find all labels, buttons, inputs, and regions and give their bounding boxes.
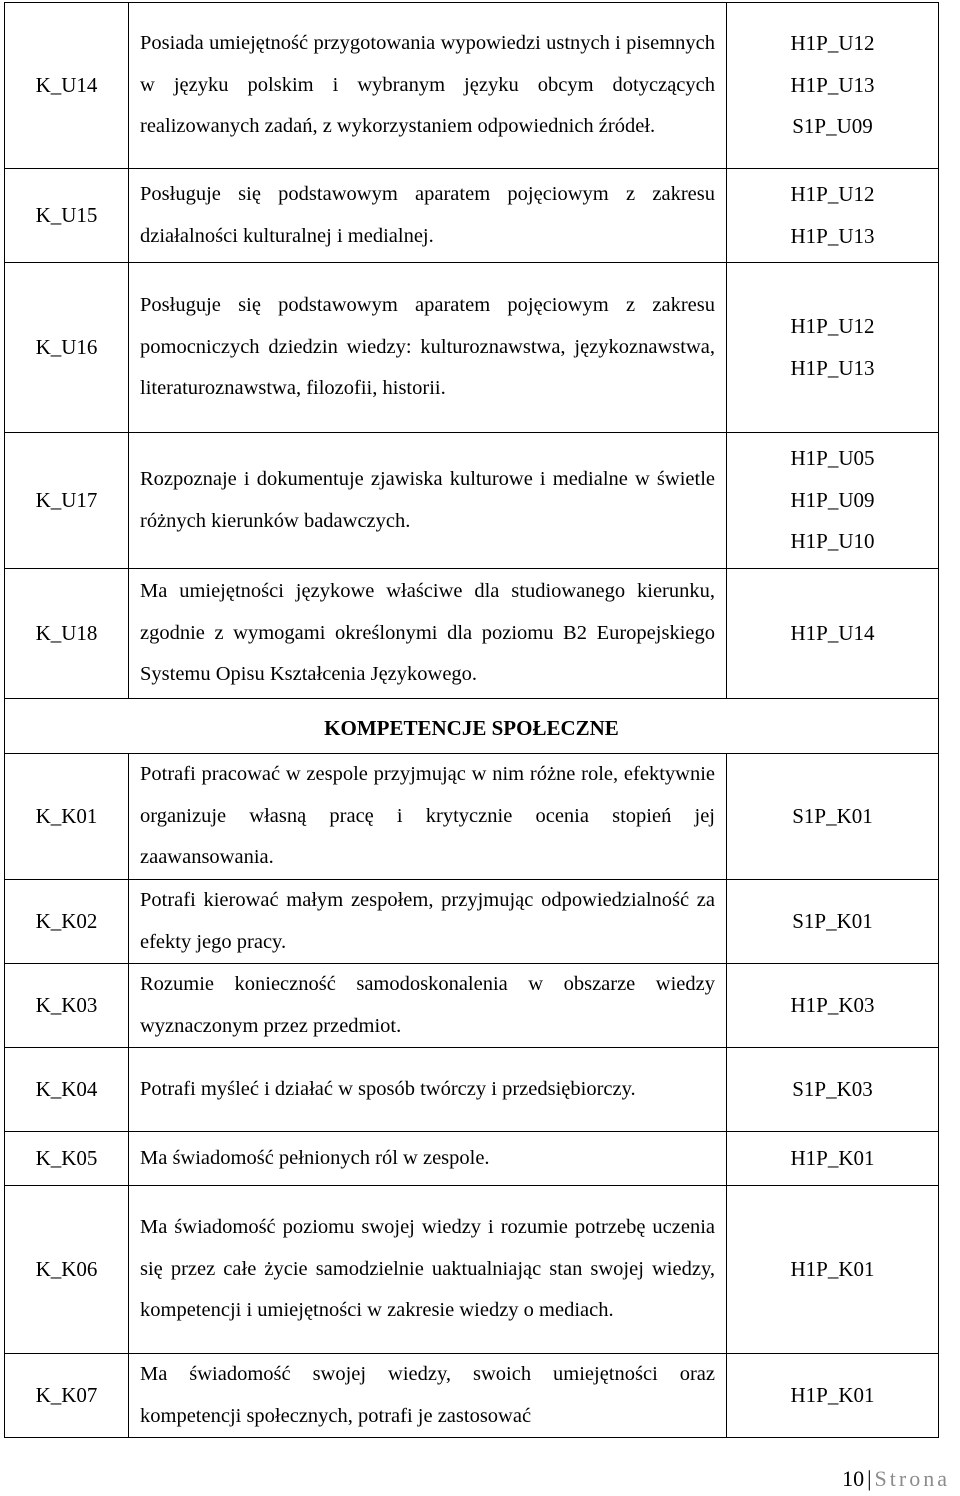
table-row <box>5 1048 939 1132</box>
section-header-row <box>5 699 939 754</box>
reference-code: S1P_K01 <box>792 803 873 828</box>
outcome-code: K_U16 <box>5 263 129 433</box>
reference-code: H1P_K03 <box>790 992 875 1017</box>
learning-outcomes-table <box>4 2 939 1438</box>
outcome-description: Posługuje się podstawowym aparatem pojęciowym z zakresu działalności kulturalnej i medialnej. <box>129 169 727 263</box>
reference-code: S1P_K01 <box>792 908 873 933</box>
outcome-description: Posługuje się podstawowym aparatem pojęciowym z zakresu pomocniczych dziedzin wiedzy: kulturoznawstwa, językoznawstwa, literaturoznawstwa, filozofii, historii. <box>129 263 727 433</box>
outcome-code: K_K03 <box>5 964 129 1048</box>
outcome-references <box>727 263 939 433</box>
outcome-code: K_U14 <box>5 3 129 169</box>
outcome-references <box>727 880 939 964</box>
reference-code: H1P_K01 <box>790 1382 875 1407</box>
outcome-description: Potrafi kierować małym zespołem, przyjmując odpowiedzialność za efekty jego pracy. <box>129 880 727 964</box>
table-row <box>5 964 939 1048</box>
outcome-references <box>727 1186 939 1354</box>
section-title: KOMPETENCJE SPOŁECZNE <box>5 699 939 754</box>
outcome-description: Posiada umiejętność przygotowania wypowiedzi ustnych i pisemnych w języku polskim i wybranym języku obcym dotyczących realizowanych zadań, z wykorzystaniem odpowiednich źródeł. <box>129 3 727 169</box>
outcome-description: Ma świadomość pełnionych ról w zespole. <box>129 1132 727 1186</box>
outcome-code: K_K07 <box>5 1354 129 1438</box>
outcome-code: K_K01 <box>5 754 129 880</box>
outcome-references <box>727 433 939 569</box>
reference-code: H1P_U13 <box>790 72 875 97</box>
outcome-code: K_U18 <box>5 569 129 699</box>
outcome-description: Ma świadomość swojej wiedzy, swoich umiejętności oraz kompetencji społecznych, potrafi je zastosować <box>129 1354 727 1438</box>
outcome-code: K_U15 <box>5 169 129 263</box>
outcome-description: Ma umiejętności językowe właściwe dla studiowanego kierunku, zgodnie z wymogami określonymi dla poziomu B2 Europejskiego Systemu Opisu Kształcenia Językowego. <box>129 569 727 699</box>
outcome-description: Potrafi myśleć i działać w sposób twórczy i przedsiębiorczy. <box>129 1048 727 1132</box>
reference-code: H1P_U09 <box>790 487 875 512</box>
outcome-description: Potrafi pracować w zespole przyjmując w nim różne role, efektywnie organizuje własną pracę i krytycznie ocenia stopień jej zaawansowania. <box>129 754 727 880</box>
outcome-references <box>727 754 939 880</box>
table-row <box>5 754 939 880</box>
table-row <box>5 433 939 569</box>
outcome-code: K_K06 <box>5 1186 129 1354</box>
table-row <box>5 263 939 433</box>
outcome-description: Ma świadomość poziomu swojej wiedzy i rozumie potrzebę uczenia się przez całe życie samodzielnie uaktualniając stan swojej wiedzy, kompetencji i umiejętności w zakresie wiedzy o mediach. <box>129 1186 727 1354</box>
reference-code: H1P_K01 <box>790 1145 875 1170</box>
reference-code: H1P_K01 <box>790 1256 875 1281</box>
outcome-references <box>727 569 939 699</box>
outcome-code: K_K04 <box>5 1048 129 1132</box>
outcome-code: K_K02 <box>5 880 129 964</box>
page-label: Strona <box>874 1466 950 1491</box>
outcome-references <box>727 1132 939 1186</box>
table-row <box>5 1186 939 1354</box>
outcome-references <box>727 3 939 169</box>
outcome-description: Rozpoznaje i dokumentuje zjawiska kulturowe i medialne w świetle różnych kierunków badawczych. <box>129 433 727 569</box>
page-number: 10 <box>842 1466 865 1491</box>
reference-code: H1P_U13 <box>790 223 875 248</box>
table-row <box>5 1132 939 1186</box>
outcome-references <box>727 964 939 1048</box>
outcome-code: K_U17 <box>5 433 129 569</box>
outcome-code: K_K05 <box>5 1132 129 1186</box>
reference-code: S1P_K03 <box>792 1076 873 1101</box>
outcome-references <box>727 169 939 263</box>
outcome-references <box>727 1354 939 1438</box>
table-row <box>5 880 939 964</box>
reference-code: H1P_U12 <box>790 182 875 206</box>
footer-separator: | <box>867 1466 872 1491</box>
outcome-description: Rozumie konieczność samodoskonalenia w obszarze wiedzy wyznaczonym przez przedmiot. <box>129 964 727 1048</box>
table-row <box>5 169 939 263</box>
outcome-references <box>727 1048 939 1132</box>
reference-code: H1P_U14 <box>790 620 875 645</box>
reference-code: H1P_U05 <box>790 446 875 471</box>
table-row <box>5 3 939 169</box>
table-row <box>5 569 939 699</box>
reference-code: H1P_U10 <box>790 529 875 554</box>
page-footer <box>842 1466 950 1492</box>
reference-code: S1P_U09 <box>792 114 873 139</box>
reference-code: H1P_U12 <box>790 314 875 338</box>
reference-code: H1P_U12 <box>790 31 875 56</box>
reference-code: H1P_U13 <box>790 355 875 380</box>
table-row <box>5 1354 939 1438</box>
